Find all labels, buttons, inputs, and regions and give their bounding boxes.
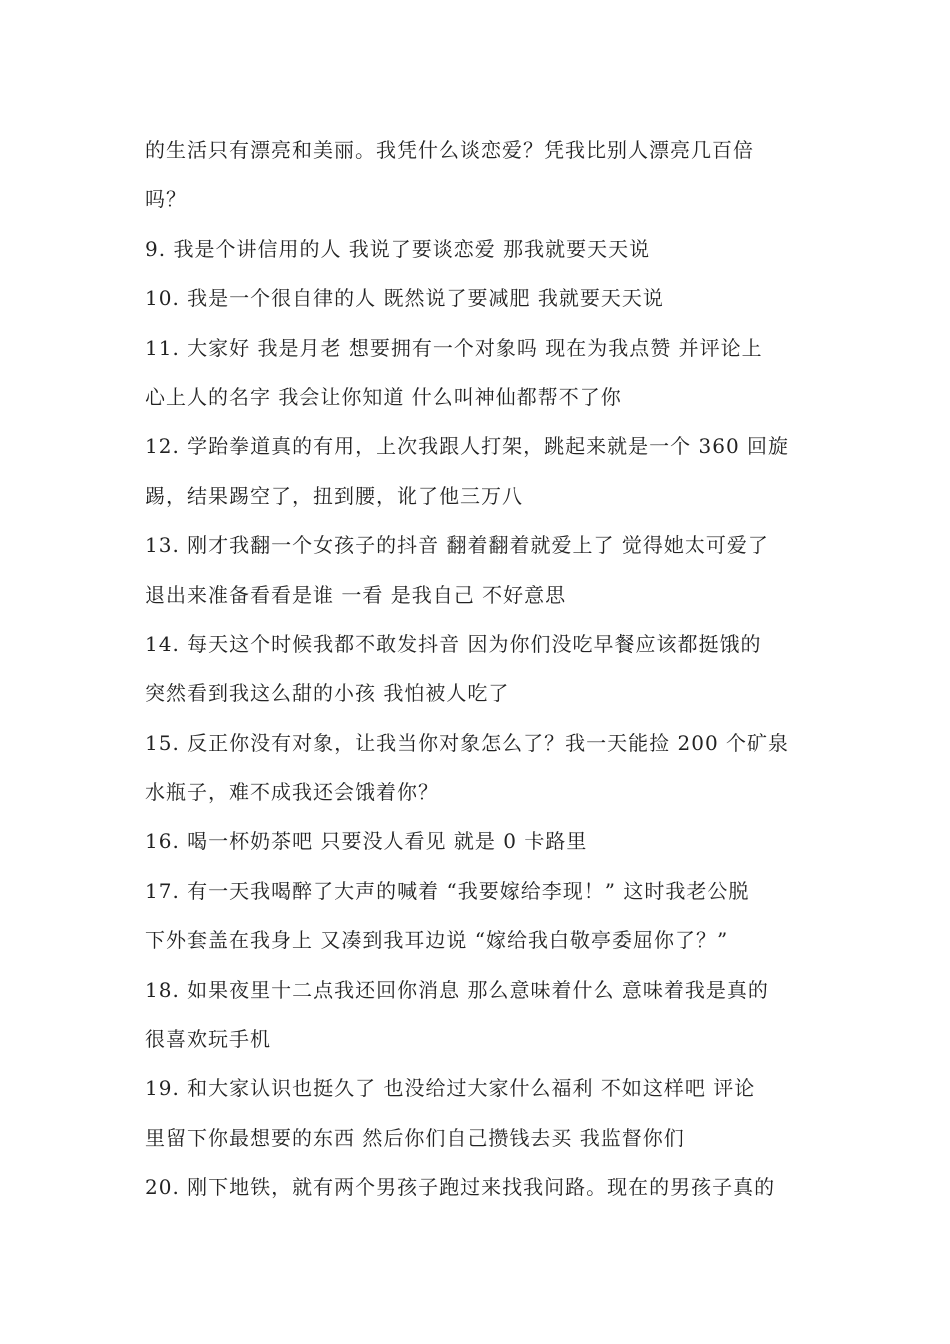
text-line: 很喜欢玩手机 bbox=[145, 1027, 271, 1052]
text-line: 9. 我是个讲信用的人 我说了要谈恋爱 那我就要天天说 bbox=[145, 236, 651, 261]
text-line: 下外套盖在我身上 又凑到我耳边说 “嫁给我白敬亭委屈你了？” bbox=[145, 928, 729, 953]
text-line: 15. 反正你没有对象，让我当你对象怎么了？我一天能捡 200 个矿泉 bbox=[145, 730, 790, 755]
text-line: 11. 大家好 我是月老 想要拥有一个对象吗 现在为我点赞 并评论上 bbox=[145, 335, 763, 360]
text-line: 退出来准备看看是谁 一看 是我自己 不好意思 bbox=[145, 582, 567, 607]
text-line: 16. 喝一杯奶茶吧 只要没人看见 就是 0 卡路里 bbox=[145, 829, 588, 854]
text-line: 20. 刚下地铁，就有两个男孩子跑过来找我问路。现在的男孩子真的 bbox=[145, 1175, 776, 1200]
text-line: 14. 每天这个时候我都不敢发抖音 因为你们没吃早餐应该都挺饿的 bbox=[145, 631, 762, 656]
text-line: 吗？ bbox=[145, 187, 187, 212]
text-line: 19. 和大家认识也挺久了 也没给过大家什么福利 不如这样吧 评论 bbox=[145, 1076, 756, 1101]
text-line: 水瓶子，难不成我还会饿着你？ bbox=[145, 780, 439, 805]
text-line: 10. 我是一个很自律的人 既然说了要减肥 我就要天天说 bbox=[145, 286, 664, 311]
text-line: 18. 如果夜里十二点我还回你消息 那么意味着什么 意味着我是真的 bbox=[145, 977, 769, 1002]
text-line: 心上人的名字 我会让你知道 什么叫神仙都帮不了你 bbox=[145, 384, 622, 409]
text-line: 踢，结果踢空了，扭到腰，讹了他三万八 bbox=[145, 483, 523, 508]
text-line: 的生活只有漂亮和美丽。我凭什么谈恋爱？凭我比别人漂亮几百倍 bbox=[145, 138, 754, 162]
text-line: 17. 有一天我喝醉了大声的喊着 “我要嫁给李现！” 这时我老公脱 bbox=[145, 878, 750, 903]
text-line: 突然看到我这么甜的小孩 我怕被人吃了 bbox=[145, 681, 510, 706]
text-line: 12. 学跆拳道真的有用，上次我跟人打架，跳起来就是一个 360 回旋 bbox=[145, 434, 790, 459]
document-body bbox=[145, 126, 815, 1213]
text-line: 13. 刚才我翻一个女孩子的抖音 翻着翻着就爱上了 觉得她太可爱了 bbox=[145, 533, 769, 558]
text-line: 里留下你最想要的东西 然后你们自己攒钱去买 我监督你们 bbox=[145, 1125, 685, 1150]
